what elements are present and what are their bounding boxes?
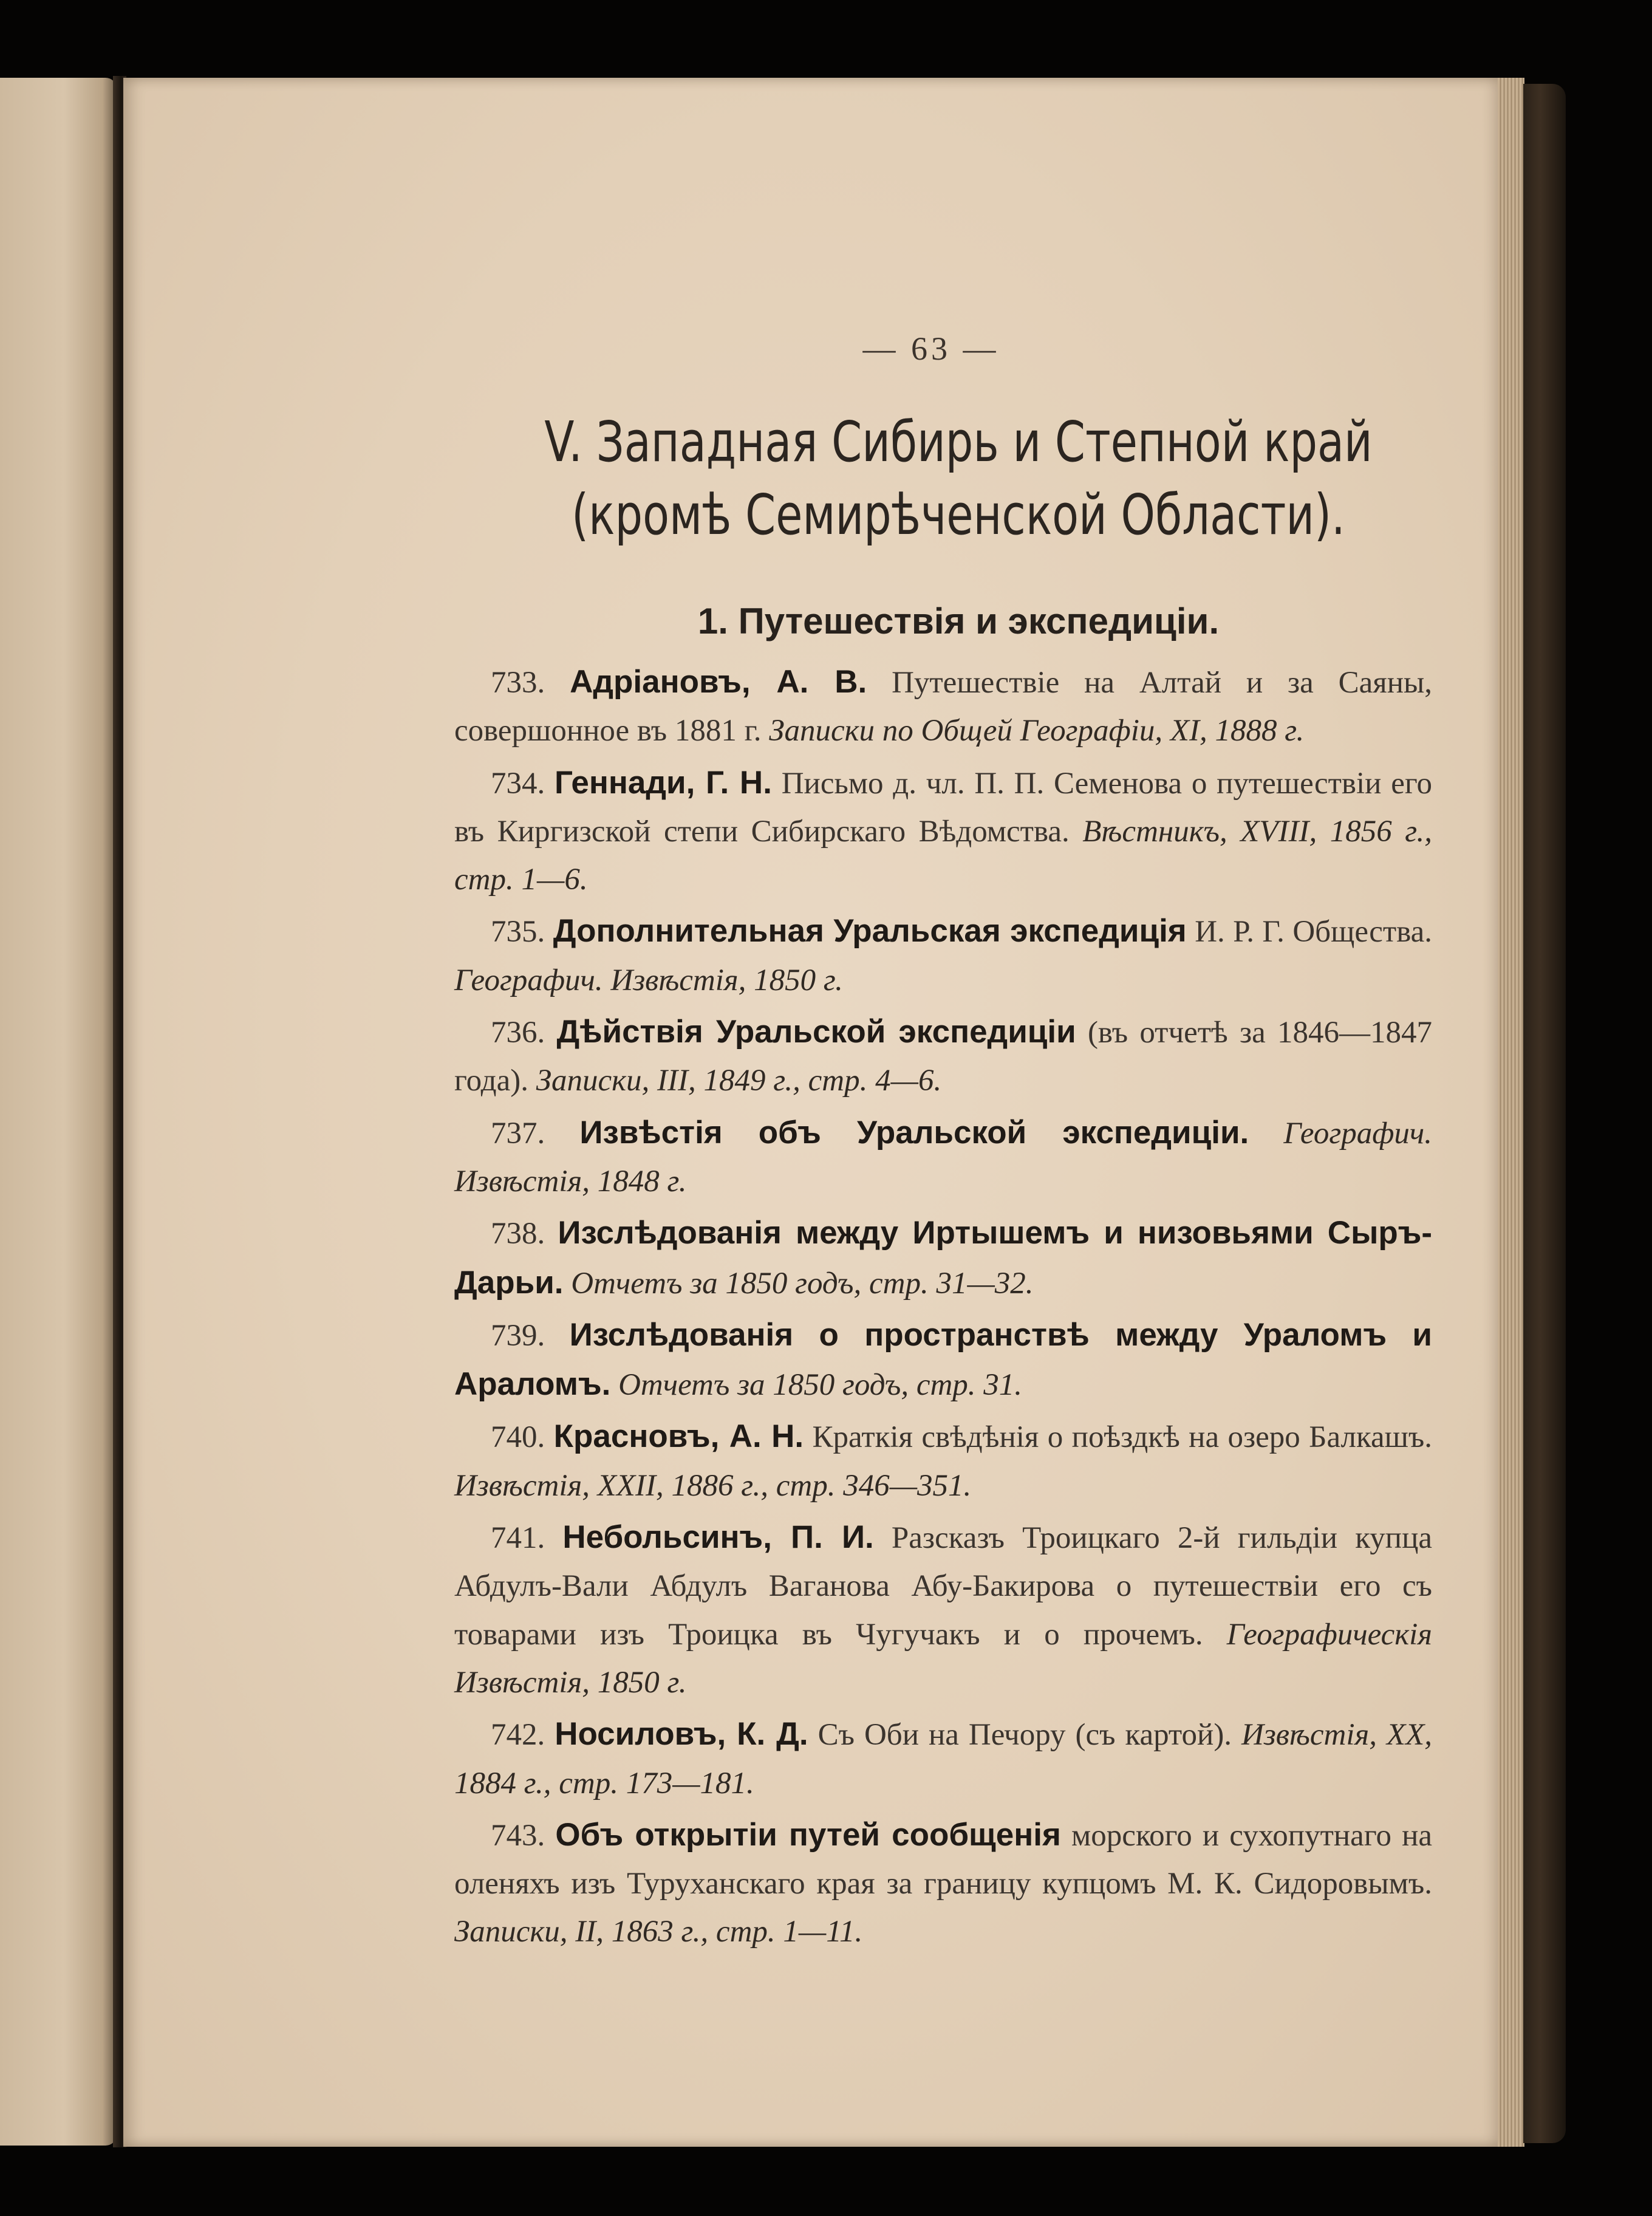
entry-source: Извѣстія, XX, 1884 г., стр. 173—181. (454, 1718, 1433, 1800)
bibliography-entry (454, 759, 1432, 905)
entry-author: Изслѣдованія о пространствѣ между Ураломъ и Араломъ. (454, 1316, 1432, 1403)
section-title: 1. Путешествія и экспедиціи. (697, 601, 1220, 641)
entry-number: 741. (491, 1521, 545, 1556)
bibliography-entry (454, 907, 1432, 1005)
entry-author: Дополнительная Уральская экспедиція (553, 913, 1187, 949)
bibliography-entry (454, 1513, 1432, 1707)
entry-source: Отчетъ за 1850 годъ, стр. 31. (618, 1368, 1023, 1403)
entry-number: 737. (491, 1116, 545, 1151)
entry-source: Записки по Общей Географіи, XI, 1888 г. (769, 714, 1305, 748)
entry-number: 739. (491, 1318, 545, 1353)
entry-number: 735. (491, 915, 545, 949)
entry-author: Красновъ, А. Н. (553, 1418, 804, 1455)
entry-author: Дѣйствія Уральской экспедиціи (556, 1014, 1076, 1050)
bibliography-entry (454, 1209, 1432, 1308)
entry-number: 742. (491, 1718, 545, 1753)
book-cover-edge (1523, 84, 1566, 2143)
entry-source: Географич. Извѣстія, 1850 г. (454, 963, 843, 997)
entry-author: Объ открытіи путей сообщенія (555, 1816, 1061, 1853)
bibliography-entry (454, 1412, 1432, 1510)
entry-number: 738. (491, 1217, 545, 1251)
entry-description: Краткія свѣдѣнія о поѣздкѣ на озеро Балкашъ. (812, 1420, 1433, 1455)
left-page-edge (0, 78, 117, 2146)
bibliography-entry (454, 1109, 1432, 1206)
entry-source: Записки, II, 1863 г., стр. 1—11. (454, 1915, 863, 1949)
bibliography-entry (454, 1811, 1432, 1957)
bibliography-entry (454, 1311, 1432, 1410)
entry-number: 736. (491, 1016, 545, 1050)
book-page (123, 78, 1499, 2147)
entry-author: Изслѣдованія между Иртышемъ и низовьями Сыръ-Дарьи. (454, 1215, 1432, 1301)
entry-number: 734. (491, 766, 545, 801)
entry-description: Путешествіе на Алтай и за Саяны, совершонное въ 1881 г. (454, 666, 1433, 748)
entry-number: 733. (491, 666, 545, 700)
entry-description: Разсказъ Троицкаго 2-й гильдіи купца Абдулъ-Вали Абдулъ Ваганова Абу-Бакирова о путешествіи его съ товарами изъ Троицка въ Чугучакъ и о прочемъ. (454, 1521, 1433, 1652)
entry-description: И. Р. Г. Общества. (1195, 915, 1433, 949)
entry-author: Извѣстія объ Уральской экспедиціи. (579, 1114, 1249, 1151)
chapter-title: V. Западная Сибирь и Степной край (кромѣ Семирѣченской Области). (544, 409, 1373, 547)
entry-author: Адріановъ, А. В. (570, 664, 867, 700)
entry-source: Географическія Извѣстія, 1850 г. (454, 1617, 1433, 1700)
entry-source: Отчетъ за 1850 годъ, стр. 31—32. (571, 1266, 1034, 1301)
bibliography-entry (454, 1710, 1432, 1808)
page-number: — 63 — (862, 330, 1000, 367)
entry-source: Записки, III, 1849 г., стр. 4—6. (536, 1064, 942, 1098)
entry-description: Письмо д. чл. П. П. Семенова о путешествіи его въ Киргизской степи Сибирскаго Вѣдомства. (454, 766, 1432, 849)
entry-description: Съ Оби на Печору (съ картой). (817, 1718, 1232, 1753)
bibliography-entry (454, 1008, 1432, 1106)
entry-author: Небольсинъ, П. И. (562, 1519, 874, 1556)
entry-author: Носиловъ, К. Д. (555, 1716, 808, 1753)
entry-source: Географич. Извѣстія, 1848 г. (454, 1116, 1433, 1199)
entry-description: (въ отчетѣ за 1846—1847 года). (454, 1016, 1433, 1098)
entry-description: морского и сухопутнаго на оленяхъ изъ Туруханскаго края за границу купцомъ М. К. Сидоровымъ. (454, 1818, 1433, 1901)
entry-source: Вѣстникъ, XVIII, 1856 г., стр. 1—6. (454, 814, 1433, 897)
entry-number: 740. (491, 1420, 545, 1455)
page-block-edge (1498, 78, 1524, 2147)
bibliography-entry (454, 658, 1432, 756)
entry-number: 743. (491, 1818, 545, 1853)
entry-source: Извѣстія, XXII, 1886 г., стр. 346—351. (454, 1468, 972, 1503)
entry-author: Геннади, Г. Н. (555, 764, 772, 801)
bibliography-list (454, 658, 1432, 1960)
